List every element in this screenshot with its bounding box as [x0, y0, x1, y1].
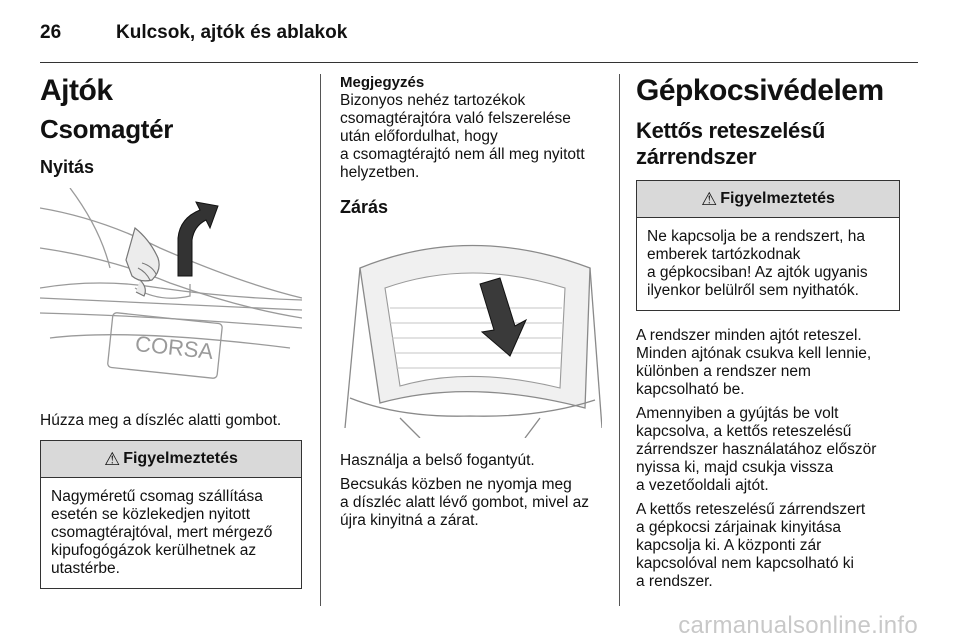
warning-line: kipufogógázok kerülhetnek az	[51, 542, 257, 559]
warning-line: esetén se közlekedjen nyitott	[51, 506, 251, 523]
security-paragraph-2	[636, 405, 900, 495]
warning-line: Nagyméretű csomag szállítása	[51, 488, 263, 505]
subsection-heading: Nyitás	[40, 157, 95, 177]
column-divider-2	[619, 74, 620, 606]
security-warning-box	[636, 180, 900, 311]
note-line: a csomagtérajtó nem áll meg nyitott	[340, 146, 585, 163]
section-subtitle: Csomagtér	[40, 114, 174, 144]
text-line: Becsukás közben ne nyomja meg	[340, 476, 572, 493]
warning-line: Ne kapcsolja be a rendszert, ha	[647, 228, 865, 245]
text-line: kapcsolja ki. A központi zár	[636, 537, 822, 554]
text-line: újra kinyitná a zárat.	[340, 512, 479, 529]
note-line: Bizonyos nehéz tartozékok	[340, 92, 526, 109]
closing-paragraph-2	[340, 476, 602, 530]
text-line: zárrendszer használatához először	[636, 441, 877, 458]
warning-title: Figyelmeztetés	[720, 190, 835, 207]
note-line: csomagtérajtóra való felszerelése	[340, 110, 571, 127]
trunk-opening-illustration	[40, 188, 302, 398]
watermark: carmanualsonline.info	[678, 612, 918, 639]
note-body	[340, 92, 602, 182]
warning-triangle-icon: ⚠	[701, 188, 718, 209]
note-title: Megjegyzés	[340, 74, 425, 91]
note-line: helyzetben.	[340, 164, 420, 181]
right-title: Gépkocsivédelem	[636, 74, 884, 107]
warning-line: ilyenkor belülről sem nyithatók.	[647, 282, 859, 299]
text-line: a gépkocsi zárjainak kinyitása	[636, 519, 842, 536]
text-line: kapcsolóval nem kapcsolható ki	[636, 555, 854, 572]
closing-heading: Zárás	[340, 197, 389, 217]
text-line: Amennyiben a gyújtás be volt	[636, 405, 839, 422]
text-line: a díszléc alatt lévő gombot, mivel az	[340, 494, 589, 511]
closing-paragraph-1: Használja a belső fogantyút.	[340, 452, 535, 469]
caption: Húzza meg a díszléc alatti gombot.	[40, 412, 282, 429]
text-line: A rendszer minden ajtót reteszel.	[636, 327, 862, 344]
text-line: A kettős reteszelésű zárrendszert	[636, 501, 866, 518]
trunk-closing-illustration	[340, 228, 602, 438]
security-paragraph-1	[636, 327, 900, 399]
text-line: nyissa ki, majd csukja vissza	[636, 459, 834, 476]
text-line: a vezetőoldali ajtót.	[636, 477, 769, 494]
text-line: a rendszer.	[636, 573, 713, 590]
warning-line: utastérbe.	[51, 560, 120, 577]
right-column	[636, 74, 900, 597]
text-line: Minden ajtónak csukva kell lennie,	[636, 345, 872, 362]
warning-line: emberek tartózkodnak	[647, 246, 801, 263]
page-title: Ajtók	[40, 74, 113, 107]
header-rule	[40, 62, 918, 63]
section-title: Kulcsok, ajtók és ablakok	[116, 22, 348, 43]
warning-line: a gépkocsiban! Az ajtók ugyanis	[647, 264, 868, 281]
illustration-plate-text: CORSA	[134, 330, 215, 364]
note-line: után előfordulhat, hogy	[340, 128, 498, 145]
subtitle-line: zárrendszer	[636, 144, 757, 169]
warning-box	[40, 440, 302, 589]
middle-column	[340, 74, 602, 536]
right-subtitle	[636, 118, 900, 170]
security-paragraph-3	[636, 501, 900, 591]
left-column	[40, 74, 302, 589]
page-number: 26	[40, 22, 62, 43]
warning-body	[41, 478, 301, 588]
text-line: különben a rendszer nem	[636, 363, 811, 380]
subtitle-line: Kettős reteszelésű	[636, 118, 826, 143]
text-line: kapcsolva, a kettős reteszelésű	[636, 423, 852, 440]
warning-body	[637, 218, 899, 310]
text-line: kapcsolható be.	[636, 381, 745, 398]
warning-header	[637, 181, 899, 218]
page-header	[40, 22, 347, 44]
warning-triangle-icon: ⚠	[104, 448, 121, 469]
warning-title: Figyelmeztetés	[123, 450, 238, 467]
warning-line: csomagtérajtóval, mert mérgező	[51, 524, 273, 541]
warning-header	[41, 441, 301, 478]
column-divider-1	[320, 74, 321, 606]
